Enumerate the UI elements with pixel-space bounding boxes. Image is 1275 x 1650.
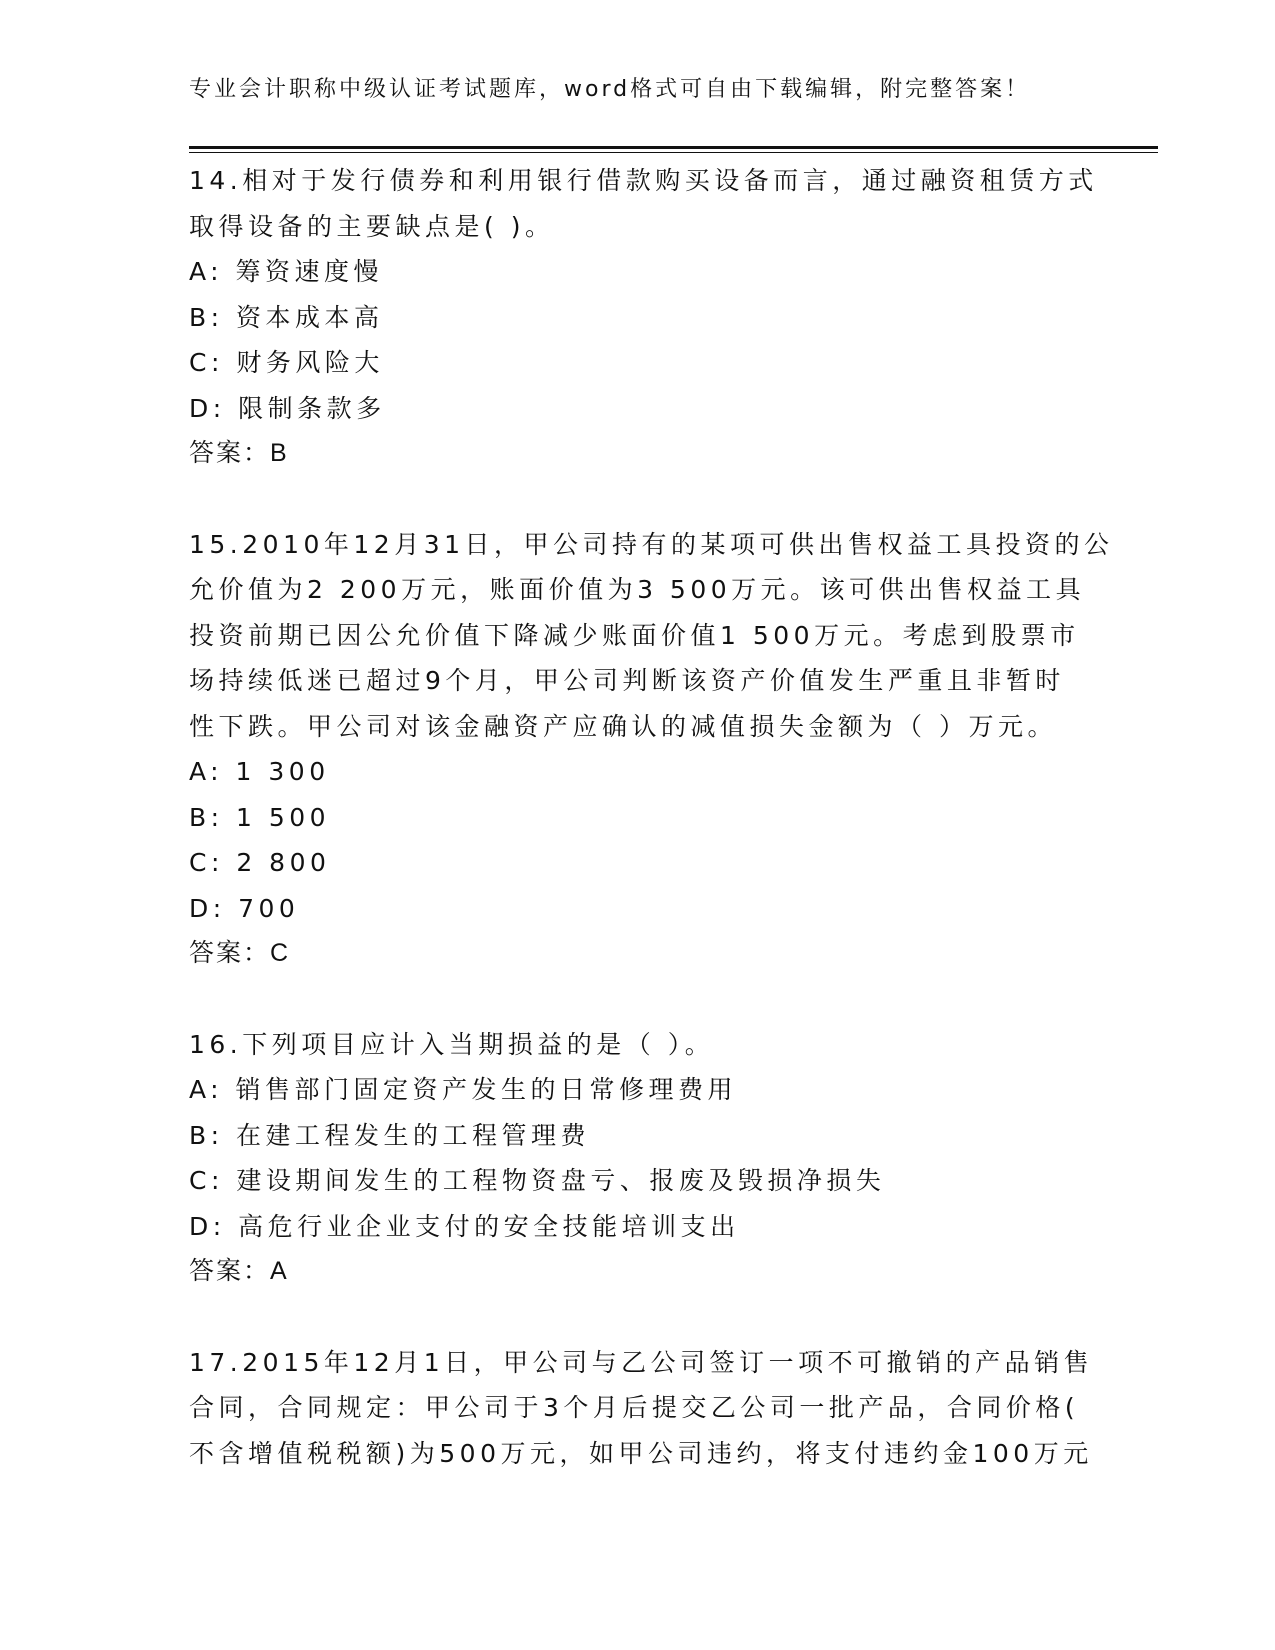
question-list xyxy=(189,158,1114,1521)
option-c: C: 财务风险大 xyxy=(189,348,384,377)
option-b: B: 在建工程发生的工程管理费 xyxy=(189,1120,591,1150)
question-stem-line: 14.相对于发行债券和利用银行借款购买设备而言，通过融资租赁方式 xyxy=(189,166,1098,195)
option-a: A: 1 300 xyxy=(189,757,330,786)
option-c: C: 建设期间发生的工程物资盘亏、报废及毁损净损失 xyxy=(189,1166,886,1195)
header-rule-thick xyxy=(189,146,1158,149)
question-stem-line: 性下跌。甲公司对该金融资产应确认的减值损失金额为（ ）万元。 xyxy=(189,711,1057,741)
answer-line: 答案：C xyxy=(189,939,291,967)
option-b: B: 1 500 xyxy=(189,802,331,832)
option-d: D: 高危行业企业支付的安全技能培训支出 xyxy=(189,1211,740,1241)
question-15 xyxy=(189,522,1114,977)
option-a: A: 筹资速度慢 xyxy=(189,257,384,286)
question-stem-line: 不含增值税税额)为500万元，如甲公司违约，将支付违约金100万元 xyxy=(189,1438,1093,1468)
question-stem-line: 合同，合同规定：甲公司于3个月后提交乙公司一批产品，合同价格( xyxy=(189,1393,1080,1422)
option-c: C: 2 800 xyxy=(189,848,331,877)
answer-line: 答案：A xyxy=(189,1257,289,1285)
question-stem-line: 16.下列项目应计入当期损益的是（ ）。 xyxy=(189,1029,715,1059)
page-header: 专业会计职称中级认证考试题库，word格式可自由下载编辑，附完整答案！ xyxy=(189,77,1031,102)
question-stem-line: 投资前期已因公允价值下降减少账面价值1 500万元。考虑到股票市 xyxy=(189,620,1080,650)
question-16 xyxy=(189,1022,1089,1295)
question-stem-line: 15.2010年12月31日，甲公司持有的某项可供出售权益工具投资的公 xyxy=(189,529,1114,559)
answer-line: 答案：B xyxy=(189,439,289,467)
question-stem-line: 场持续低迷已超过9个月，甲公司判断该资产价值发生严重且非暂时 xyxy=(189,666,1065,695)
option-b: B: 资本成本高 xyxy=(189,302,384,332)
option-d: D: 700 xyxy=(189,893,300,923)
question-stem-line: 允价值为2 200万元，账面价值为3 500万元。该可供出售权益工具 xyxy=(189,575,1086,604)
option-d: D: 限制条款多 xyxy=(189,393,386,423)
header-rule-thin xyxy=(189,152,1158,153)
question-14 xyxy=(189,158,1098,477)
option-a: A: 销售部门固定资产发生的日常修理费用 xyxy=(189,1075,738,1104)
question-17 xyxy=(189,1340,1094,1477)
question-stem-line: 取得设备的主要缺点是( )。 xyxy=(189,211,555,241)
question-stem-line: 17.2015年12月1日，甲公司与乙公司签订一项不可撤销的产品销售 xyxy=(189,1347,1094,1377)
